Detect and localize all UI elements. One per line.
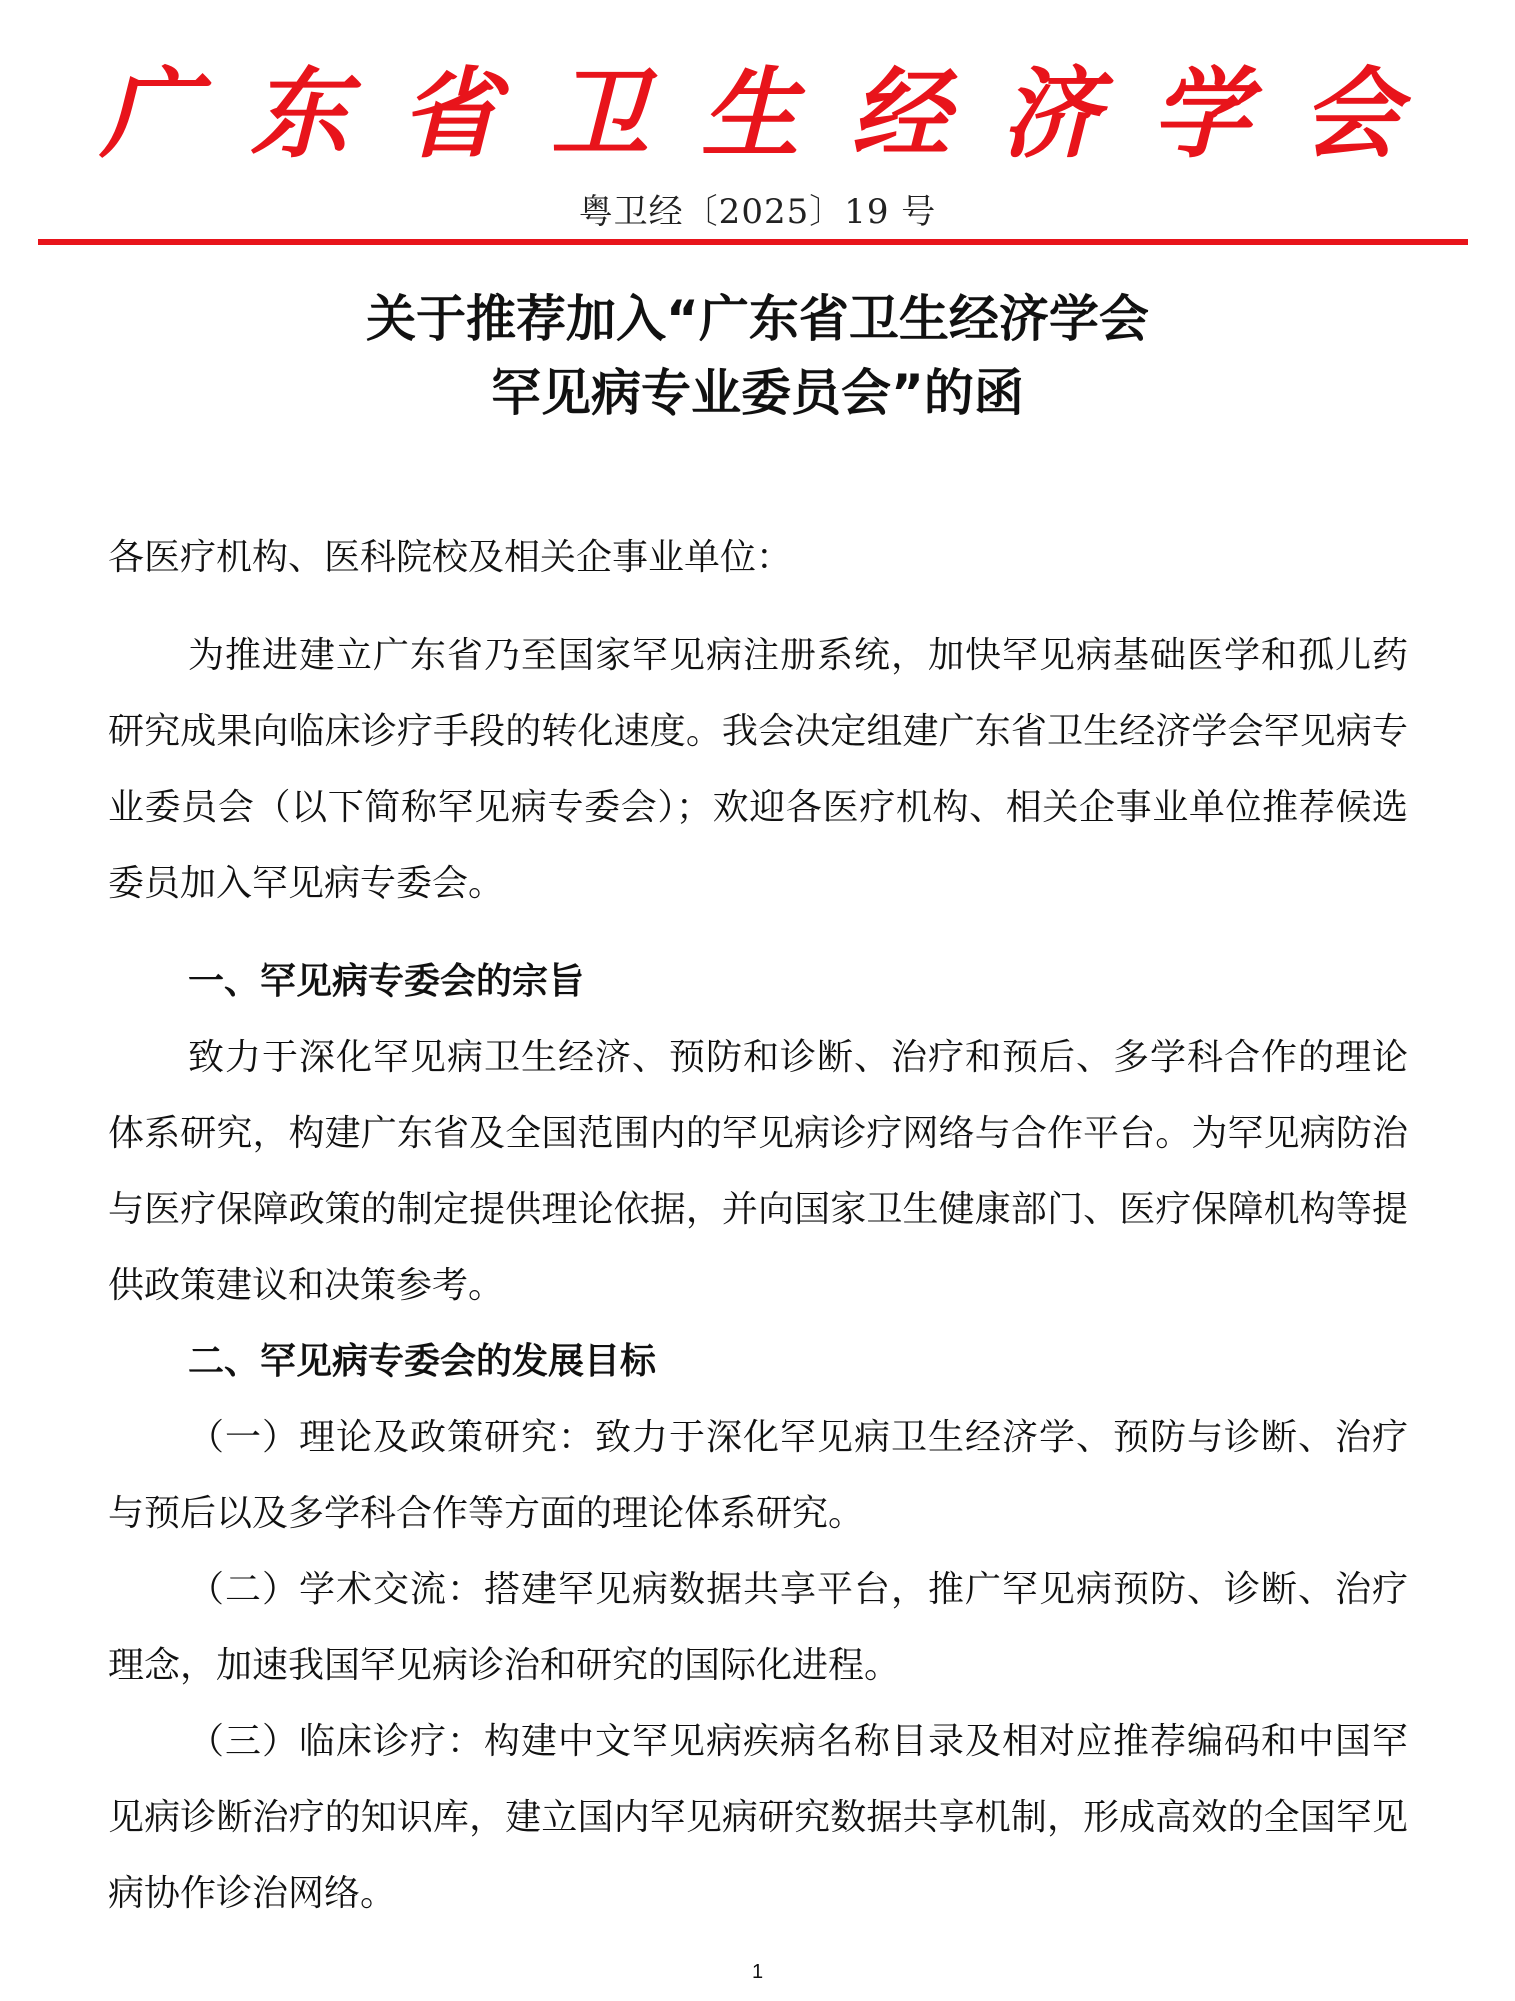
intro-paragraph: 为推进建立广东省乃至国家罕见病注册系统，加快罕见病基础医学和孤儿药研究成果向临床诊疗手段的转化速度。我会决定组建广东省卫生经济学会罕见病专业委员会（以下简称罕见病专委会）；欢迎各医疗机构、相关企事业单位推荐候选委员加入罕见病专委会。 [108, 635, 1408, 904]
masthead-char: 生 [700, 57, 799, 172]
goal-item-2: （二）学术交流：搭建罕见病数据共享平台，推广罕见病预防、诊断、治疗理念，加速我国罕见病诊治和研究的国际化进程。 [108, 1569, 1408, 1686]
organization-masthead [100, 57, 1400, 172]
masthead-char: 学 [1151, 57, 1250, 172]
masthead-char: 济 [1001, 57, 1100, 172]
page-number: 1 [751, 1961, 764, 1983]
title-line-2: 罕见病专业委员会”的函 [491, 364, 1024, 422]
masthead-char: 东 [250, 57, 349, 172]
salutation: 各医疗机构、医科院校及相关企事业单位： [108, 537, 793, 578]
title-line-1: 关于推荐加入“广东省卫生经济学会 [366, 290, 1149, 348]
header-divider [38, 239, 1468, 245]
section-1-heading: 一、罕见病专委会的宗旨 [188, 961, 585, 1002]
section-1-paragraph: 致力于深化罕见病卫生经济、预防和诊断、治疗和预后、多学科合作的理论体系研究，构建广东省及全国范围内的罕见病诊疗网络与合作平台。为罕见病防治与医疗保障政策的制定提供理论依据，并向国家卫生健康部门、医疗保障机构等提供政策建议和决策参考。 [108, 1037, 1408, 1306]
document-title [0, 282, 1515, 430]
masthead-char: 广 [100, 57, 199, 172]
masthead-char: 会 [1301, 57, 1400, 172]
masthead-char: 经 [851, 57, 950, 172]
document-number: 粤卫经〔2025〕19 号 [578, 192, 937, 232]
goal-item-1: （一）理论及政策研究：致力于深化罕见病卫生经济学、预防与诊断、治疗与预后以及多学科合作等方面的理论体系研究。 [108, 1417, 1408, 1534]
masthead-char: 卫 [550, 57, 649, 172]
document-body [108, 520, 1408, 1932]
masthead-char: 省 [400, 57, 499, 172]
goal-item-3: （三）临床诊疗：构建中文罕见病疾病名称目录及相对应推荐编码和中国罕见病诊断治疗的知识库，建立国内罕见病研究数据共享机制，形成高效的全国罕见病协作诊治网络。 [108, 1721, 1408, 1914]
section-2-heading: 二、罕见病专委会的发展目标 [188, 1341, 657, 1382]
